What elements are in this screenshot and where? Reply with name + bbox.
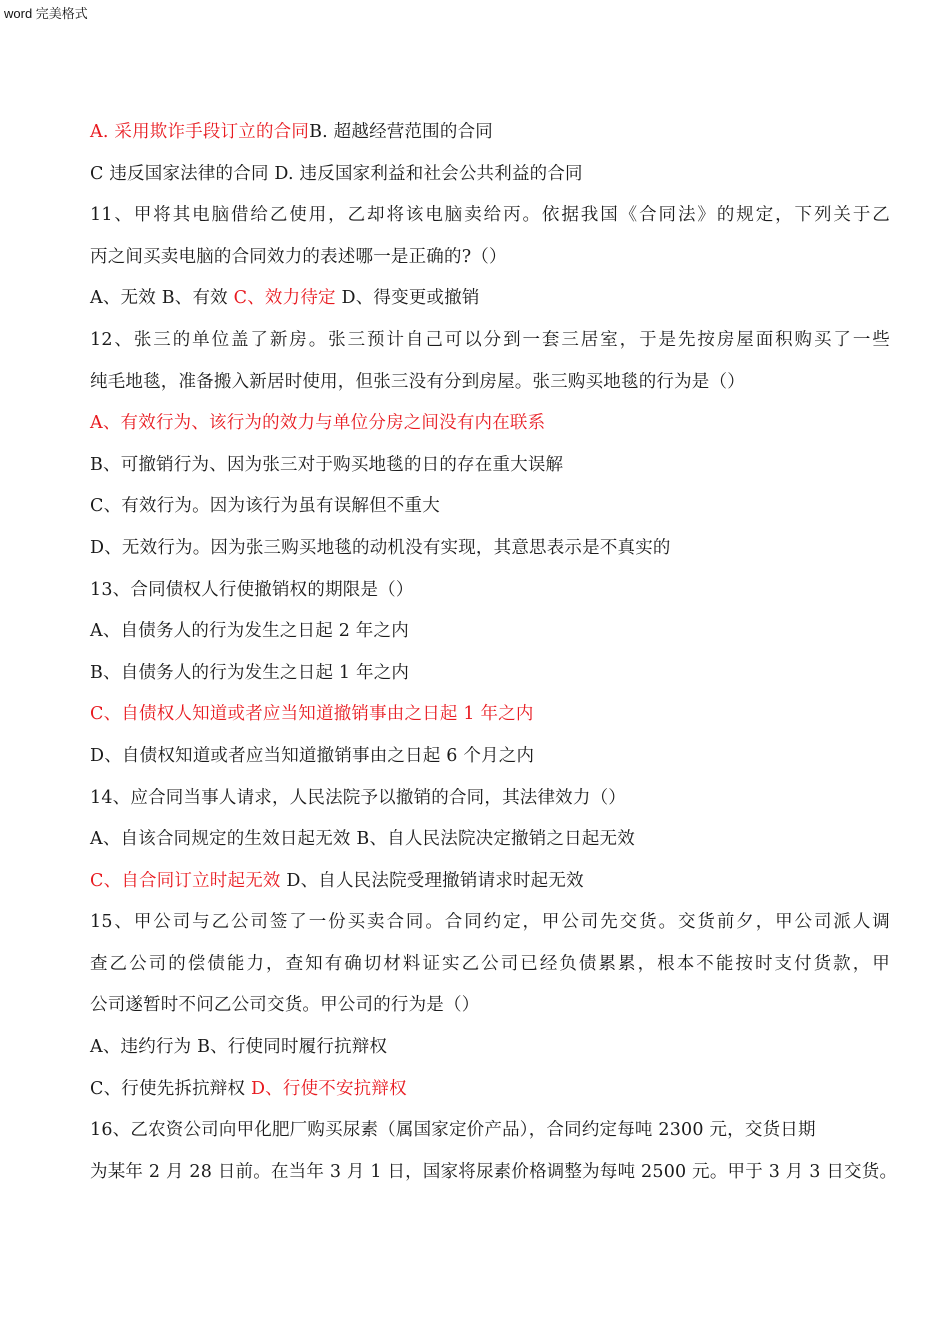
body-text: D、得变更或撤销: [335, 288, 480, 309]
body-text: D、无效行为。因为张三购买地毯的动机没有实现，其意思表示是不真实的: [90, 537, 671, 558]
body-text: A、自该合同规定的生效日起无效 B、自人民法院决定撤销之日起无效: [90, 829, 635, 850]
text-line: [90, 112, 890, 154]
text-line: [90, 403, 890, 445]
text-line: [90, 237, 890, 279]
text-line: [90, 528, 890, 570]
page-header-label: word 完美格式: [4, 6, 88, 21]
body-text: C 违反国家法律的合同 D. 违反国家利益和社会公共利益的合同: [90, 163, 583, 184]
body-text: 13、合同债权人行使撤销权的期限是（）: [90, 579, 414, 600]
text-line: [90, 278, 890, 320]
answer-text: C、自合同订立时起无效: [90, 870, 281, 891]
text-line: [90, 1110, 890, 1152]
body-text: B、可撤销行为、因为张三对于购买地毯的日的存在重大误解: [90, 454, 564, 475]
answer-text: D、行使不安抗辩权: [250, 1078, 407, 1099]
text-line: [90, 320, 890, 362]
text-line: [90, 570, 890, 612]
body-text: 公司遂暂时不问乙公司交货。甲公司的行为是（）: [90, 995, 480, 1016]
body-text: B. 超越经营范围的合同: [309, 122, 493, 142]
text-line: [90, 694, 890, 736]
body-text: B、自债务人的行为发生之日起 1 年之内: [90, 662, 410, 683]
text-line: [90, 861, 890, 903]
text-line: [90, 154, 890, 196]
body-text: 15、甲公司与乙公司签了一份买卖合同。合同约定，甲公司先交货。交货前夕，甲公司派人调: [90, 912, 890, 933]
answer-text: A、有效行为、该行为的效力与单位分房之间没有内在联系: [90, 413, 546, 434]
text-line: [90, 902, 890, 944]
text-line: [90, 195, 890, 237]
body-text: 16、乙农资公司向甲化肥厂购买尿素（属国家定价产品），合同约定每吨 2300 元，交货日期: [90, 1120, 816, 1141]
text-line: [90, 445, 890, 487]
body-text: D、自人民法院受理撤销请求时起无效: [280, 870, 584, 891]
body-text: A、无效 B、有效: [90, 288, 234, 309]
text-line: [90, 944, 890, 986]
answer-text: C、自债权人知道或者应当知道撤销事由之日起 1 年之内: [90, 704, 534, 725]
text-line: [90, 736, 890, 778]
body-text: C、有效行为。因为该行为虽有误解但不重大: [90, 496, 440, 517]
text-line: [90, 611, 890, 653]
body-text: 11、甲将其电脑借给乙使用，乙却将该电脑卖给丙。依据我国《合同法》的规定，下列关于乙: [90, 205, 890, 226]
body-text: 纯毛地毯，准备搬入新居时使用，但张三没有分到房屋。张三购买地毯的行为是（）: [90, 371, 745, 392]
text-line: [90, 819, 890, 861]
text-line: [90, 486, 890, 528]
answer-text: A. 采用欺诈手段订立的合同: [90, 122, 310, 142]
text-line: [90, 1152, 898, 1194]
body-text: A、自债务人的行为发生之日起 2 年之内: [90, 621, 409, 642]
text-line: [90, 985, 890, 1027]
document-body: [90, 112, 898, 1193]
text-line: [90, 362, 890, 404]
body-text: 12、张三的单位盖了新房。张三预计自己可以分到一套三居室，于是先按房屋面积购买了一些: [90, 329, 890, 350]
text-line: [90, 1027, 890, 1069]
body-text: 为某年 2 月 28 日前。在当年 3 月 1 日，国家将尿素价格调整为每吨 2500 元。甲于 3 月 3 日交货。: [90, 1161, 898, 1182]
text-line: [90, 1069, 890, 1111]
answer-text: C、效力待定: [233, 288, 336, 309]
body-text: A、违约行为 B、行使同时履行抗辩权: [90, 1037, 388, 1058]
body-text: 查乙公司的偿债能力，查知有确切材料证实乙公司已经负债累累，根本不能按时支付货款，甲: [90, 953, 890, 974]
text-line: [90, 778, 890, 820]
body-text: 14、应合同当事人请求，人民法院予以撤销的合同，其法律效力（）: [90, 787, 626, 808]
text-line: [90, 653, 890, 695]
body-text: D、自债权知道或者应当知道撤销事由之日起 6 个月之内: [90, 745, 535, 766]
body-text: 丙之间买卖电脑的合同效力的表述哪一是正确的?（）: [90, 246, 507, 267]
body-text: C、行使先拆抗辩权: [90, 1078, 251, 1099]
